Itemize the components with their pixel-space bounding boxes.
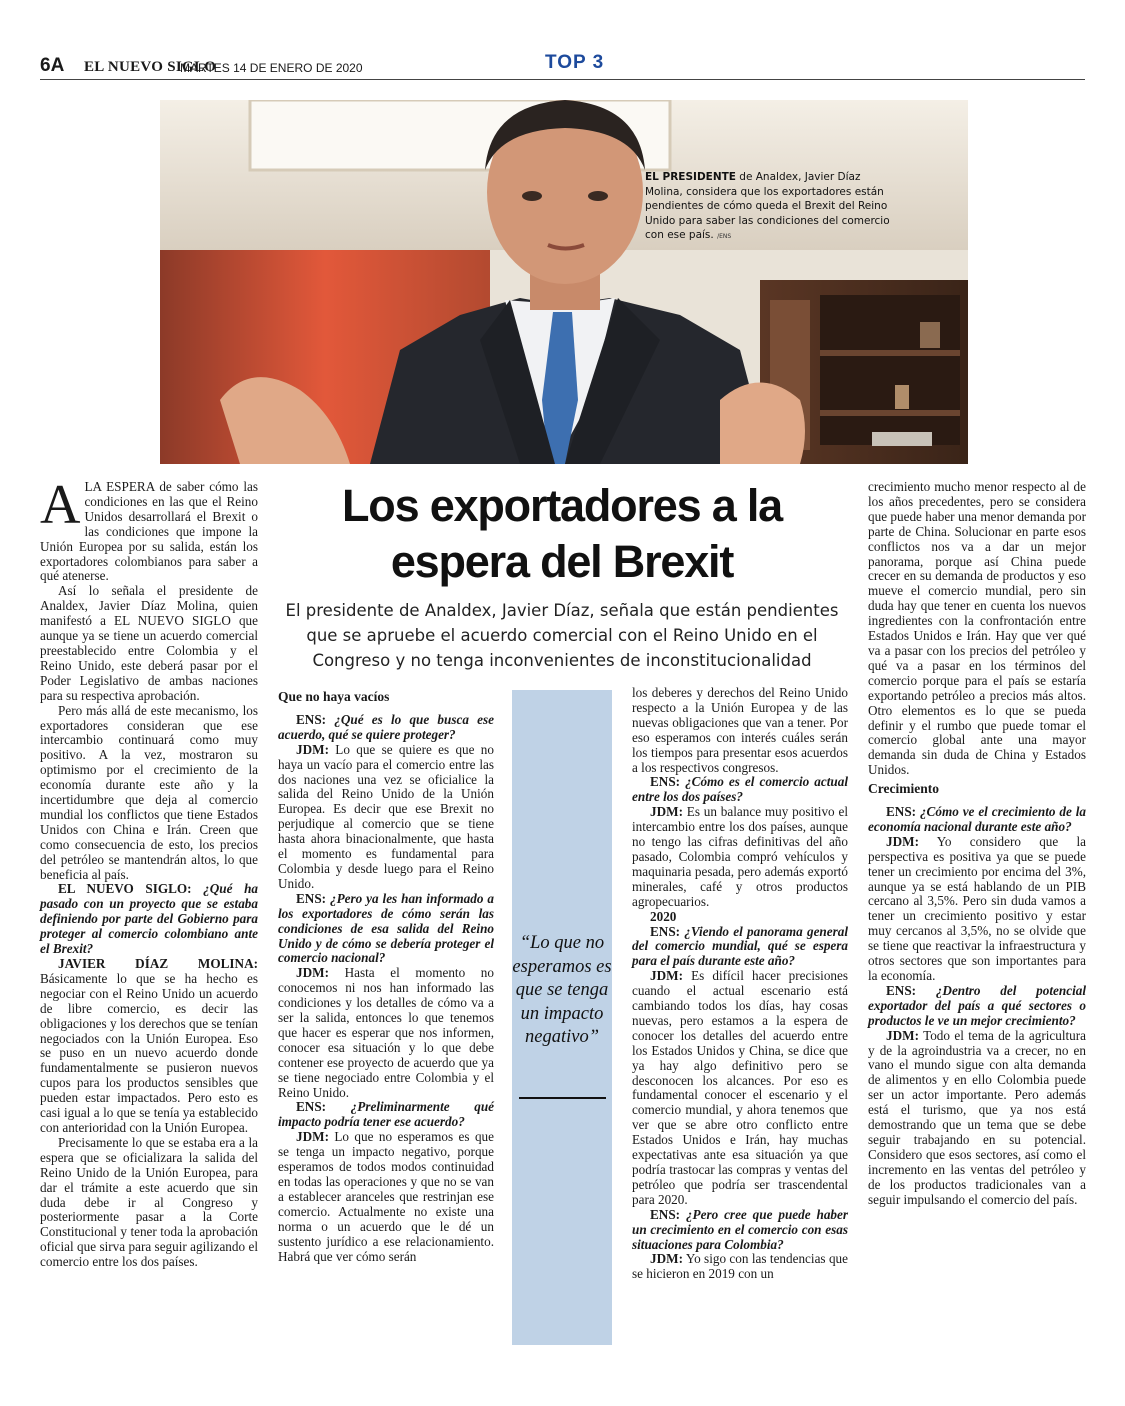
column-2 — [278, 686, 494, 1264]
pull-quote: “Lo que no esperamos es que se tenga un impacto negativo” — [512, 933, 612, 1047]
paragraph: los deberes y derechos del Reino Unido respecto a la Unión Europea y de las nuevas obligaciones que van a tener. Por eso esperamos con interés cuáles serán los tiempos para presentar esos acuerdos a los respectivos congresos. — [632, 685, 848, 775]
answer-text: Yo considero que la perspectiva es positiva ya que se puede tener un crecimiento por encima del 3%, aunque ya se está hablando de un PIB cercano al 3,5%. Pero sin duda vamos a tener un crecimiento positivo y estar muy cercanos al 3,5%, no se olvide que se tiene que reactivar la infraestructura y otros sectores que son importantes para la economía. — [868, 833, 1086, 983]
paragraph: crecimiento mucho menor respecto al de los años precedentes, pero se considera que puede haber una menor demanda por parte de China. Solucionar en parte esos conflictos nos va a dar un mejor panorama, porque así China puede crecer en su demanda de productos y eso mueve el comercio mundial, pero sin duda hay que tener en cuenta los nuevos ingredientes con la confrontación entre Estados Unidos e Irán. Hay que ver qué va a pasar con los precios del petróleo y qué va a pasar en los términos del comercio porque para el país se estaría exportando petróleo a precios más altos. Otro elementos es lo que se pueda definir y el rumbo que puede tomar el comercio global ante una mayor demanda sin duda de China y Estados Unidos. — [868, 479, 1086, 778]
question-text: ¿Preliminarmente qué impacto podría tener ese acuerdo? — [278, 1099, 494, 1130]
question-text: ¿Qué ha pasado con un proyecto que se estaba definiendo por parte del Gobierno para proteger al comercio colombiano ante el Brexit? — [40, 881, 258, 957]
question-text: ¿Cómo ve el crecimiento de la economía nacional durante este año? — [868, 804, 1086, 834]
answer — [40, 957, 258, 1136]
caption-lead: EL PRESIDENTE — [645, 171, 736, 183]
lead-caps: LA ESPERA — [84, 479, 155, 494]
newspaper-name: EL NUEVO SIGLO — [84, 59, 217, 75]
answer-text: Básicamente lo que se ha hecho es negociar con el Reino Unido un acuerdo de libre comercio, es decir las obligaciones y los derechos que se tenían negociados con la Unión Europea. Eso se puso en un nuevo acuerdo donde fundamentalmente se pusieron nuevos cupos para los productos sensibles que pueden estar impactados. Pero esto es casi igual a lo que se tenía ya establecido con anterioridad con la Unión Europea. — [40, 970, 258, 1135]
paragraph: Pero más allá de este mecanismo, los exportadores consideran que ese intercambio continuará como muy positivo. A la vez, mostraron su optimismo por el crecimiento de la economía durante este año y la incertidumbre que deja al comercio mundial los conflictos que tiene Estados Unidos con China e Irán. Creen que como consecuencia de esto, los precios del petróleo se mantendrán altos, lo que beneficia al país. — [40, 702, 258, 882]
answer-text: Todo el tema de la agricultura y de la agroindustria va a crecer, no en vano el mundo sigue con alta demanda de alimentos y en ello Colombia puede ser un actor importante. Pero además está el turismo, que ya nos está demostrando que un tema que se debe seguir trabajando en su potencial. Considero que esos sectores, así como el incremento en las ventas del petróleo y de los productos tradicionales van a seguir impulsando el comercio del país. — [868, 1027, 1086, 1207]
answer-text: Lo que no esperamos es que se tenga un impacto negativo, porque esperamos de todos modos continuidad en todas las operaciones y que no se van a establecer aranceles que restrinjan ese comercio. Actualmente no existe una norma o un acuerdo que le dé un sustento jurídico a ese relacionamiento. Habrá que ver cómo serán — [278, 1129, 494, 1264]
question — [40, 882, 258, 957]
subhead: 2020 — [650, 908, 677, 924]
answer-speaker: JDM: — [296, 741, 329, 757]
question-text: ¿Cómo es el comercio actual entre los dos países? — [632, 774, 848, 805]
deck: El presidente de Analdex, Javier Díaz, señala que están pendientes que se apruebe el acuerdo comercial con el Reino Unido en el Congreso y no tenga inconvenientes de inconstitucionalidad — [285, 601, 839, 670]
answer-speaker: JDM: — [296, 1129, 329, 1145]
question-text: ¿Qué es lo que busca ese acuerdo, qué se quiere proteger? — [278, 711, 494, 742]
question-speaker: ENS: — [650, 1206, 681, 1222]
photo-caption — [645, 170, 895, 245]
column-1 — [40, 474, 258, 1270]
paragraph: Así lo señala el presidente de Analdex, Javier Díaz Molina, quien manifestó a EL NUEVO SIGLO que aunque ya se tiene un acuerdo comercial preestablecido entre Colombia y el Reino Unido, este deberá pasar por el Poder Legislativo de ambas naciones para su respectiva aprobación. — [40, 583, 258, 703]
lead-text: de saber cómo las condiciones en las que el Reino Unidos desarrollará el Brexit o las condiciones que impone la Unión Europea por su salida, están los exportadores colombianos para saber a qué atenerse. — [40, 479, 258, 584]
portrait-illustration — [160, 100, 968, 464]
pull-quote-rule — [519, 1097, 606, 1099]
answer-speaker: JDM: — [886, 833, 919, 849]
question-speaker: ENS: — [886, 804, 917, 820]
question — [632, 1208, 848, 1253]
answer-speaker: JDM: — [650, 804, 683, 820]
caption-credit: /ENS — [717, 233, 732, 240]
answer — [278, 966, 494, 1100]
answer-speaker: JAVIER DÍAZ MOLINA: — [58, 956, 258, 971]
column-4 — [868, 480, 1086, 1208]
answer-text: Es un balance muy positivo el intercambio entre los dos países, aunque no tengo las cifras definitivas del año pasado, Colombia compró vehículos y maquinaria pesada, pero además exportó minerales, café y otros productos agropecuarios. — [632, 804, 848, 909]
answer-text: Hasta el momento no conocemos ni nos han informado las condiciones y los detalles de cómo va a ser la salida, entonces lo que tenemos que hacer es esperar que nos informen, conocer esa situación y lo que debe contener ese proyecto de acuerdo que ya se tiene negociado entre Colombia y el Reino Unido. — [278, 965, 494, 1100]
question-text: ¿Viendo el panorama general del comercio mundial, qué se espera para el país durante este año? — [632, 923, 848, 969]
answer-speaker: JDM: — [650, 1251, 683, 1267]
page-number: 6A — [40, 55, 65, 76]
headline: Los exportadores a la espera del Brexit — [342, 480, 782, 587]
section-name: TOP 3 — [545, 52, 605, 73]
answer — [632, 805, 848, 909]
question-speaker: ENS: — [296, 711, 327, 727]
answer-speaker: JDM: — [886, 1027, 919, 1043]
header-rule — [40, 79, 1085, 80]
answer — [278, 1130, 494, 1264]
question-speaker: ENS: — [650, 774, 681, 790]
question — [278, 892, 494, 967]
question — [278, 713, 494, 743]
question — [278, 1100, 494, 1130]
question — [632, 775, 848, 805]
answer-text: Lo que se quiere es que no haya un vacío para el comercio entre las dos naciones una vez se oficialice la salida del Reino Unido de la Unión Europea. Es decir que ese Brexit no perjudique al comercio que se tiene hasta ahora binacionalmente, que hasta el momento es fundamental para Colombia y desde luego para el Reino Unido. — [278, 741, 494, 891]
question-text: ¿Pero ya les han informado a los exportadores de cómo serán las condiciones de esa salida del Reino Unido y de cómo se debería proteger el comercio nacional? — [278, 890, 494, 966]
question-speaker: EL NUEVO SIGLO: — [58, 881, 192, 897]
question-text: ¿Pero cree que puede haber un crecimiento en el comercio con esas situaciones para Colombia? — [632, 1206, 848, 1252]
answer — [868, 835, 1086, 984]
subhead: Crecimiento — [868, 781, 939, 797]
issue-date: MARTES 14 DE ENERO DE 2020 — [180, 61, 363, 75]
lead-photo — [160, 100, 968, 464]
answer-speaker: JDM: — [650, 968, 683, 984]
answer — [632, 969, 848, 1208]
answer-text: Es difícil hacer precisiones cuando el actual escenario está cambiando todos los días, hay cosas nuevas, pero estamos a la espera de conocer los detalles del acuerdo entre los Estados Unidos y China, se dice que ya hay algo definitivo pero se desconocen los alcances. Por eso es fundamental conocer el escenario y el comercio mundial, y ahora tenemos que ver que se abre otro conflicto entre Estados Unidos e Irán, hay muchas expectativas ante esa situación ya que podría trastocar las compras y ventas del petróleo que podría ser trascendental para 2020. — [632, 968, 848, 1207]
question-text: ¿Dentro del potencial exportador del país a qué sectores o productos le ve un mejor crecimiento? — [868, 982, 1086, 1028]
question — [868, 984, 1086, 1029]
answer — [868, 1029, 1086, 1208]
answer-text: Yo sigo con las tendencias que se hicieron en 2019 con un — [632, 1251, 848, 1282]
caption-text: de Analdex, Javier Díaz Molina, considera que los exportadores están pendientes de cómo queda el Brexit del Reino Unido para saber las condiciones del comercio con ese país. — [645, 171, 890, 241]
question-speaker: ENS: — [650, 923, 681, 939]
question-speaker: ENS: — [886, 982, 917, 998]
question-speaker: ENS: — [296, 890, 327, 906]
question — [632, 925, 848, 970]
lead-paragraph — [40, 474, 258, 584]
column-3 — [632, 686, 848, 1282]
answer — [632, 1252, 848, 1282]
drop-cap: A — [40, 474, 81, 536]
page-header — [40, 52, 1085, 79]
answer-speaker: JDM: — [296, 965, 329, 981]
paragraph: Precisamente lo que se estaba era a la espera que se oficializara la salida del Reino Unido de la Unión Europea, para dar el trámite a este acuerdo que sin duda debe ir al Congreso y posteriormente pasar a la Corte Constitucional y tener toda la aprobación oficial que sirva para seguir agilizando el comercio entre los dos países. — [40, 1134, 258, 1270]
answer — [278, 743, 494, 892]
question-speaker: ENS: — [296, 1099, 327, 1115]
question — [868, 805, 1086, 835]
subhead: Que no haya vacíos — [278, 689, 390, 704]
